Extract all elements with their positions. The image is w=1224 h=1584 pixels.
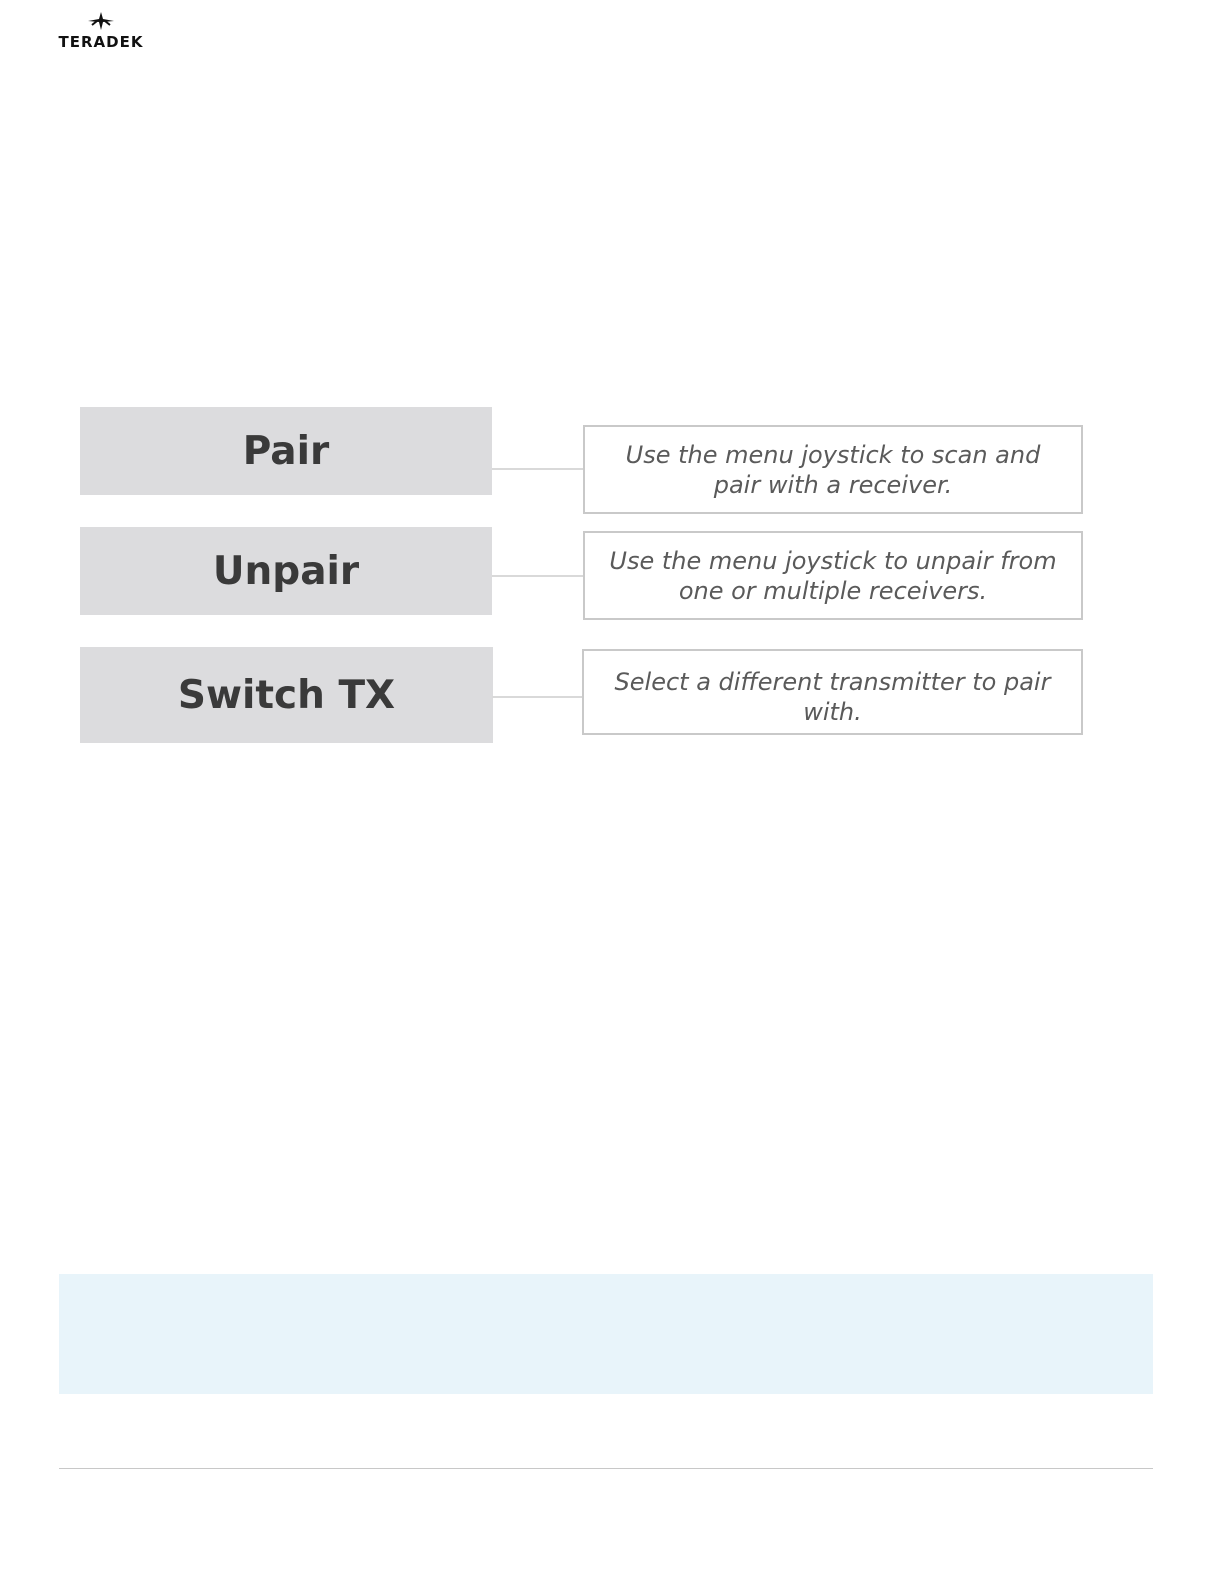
description-text: Use the menu joystick to scan and pair with a receiver. <box>625 440 1041 499</box>
menu-item-label: Pair <box>242 428 330 474</box>
menu-item-unpair <box>80 527 492 615</box>
footer-divider <box>59 1468 1153 1469</box>
description-text: Select a different transmitter to pair with. <box>614 668 1051 726</box>
note-box <box>59 1274 1153 1394</box>
logo-wordmark: TERADEK <box>58 33 144 51</box>
menu-item-label: Unpair <box>212 548 360 594</box>
connector-line <box>492 468 583 470</box>
menu-item-switch-tx <box>80 647 493 743</box>
description-pair <box>583 425 1083 514</box>
menu-item-pair <box>80 407 492 495</box>
description-text: Use the menu joystick to unpair from one or multiple receivers. <box>609 546 1057 605</box>
connector-line <box>492 696 583 698</box>
connector-line <box>492 575 583 577</box>
menu-item-label: Switch TX <box>177 672 396 718</box>
description-unpair <box>583 531 1083 620</box>
description-switch-tx <box>582 649 1083 735</box>
